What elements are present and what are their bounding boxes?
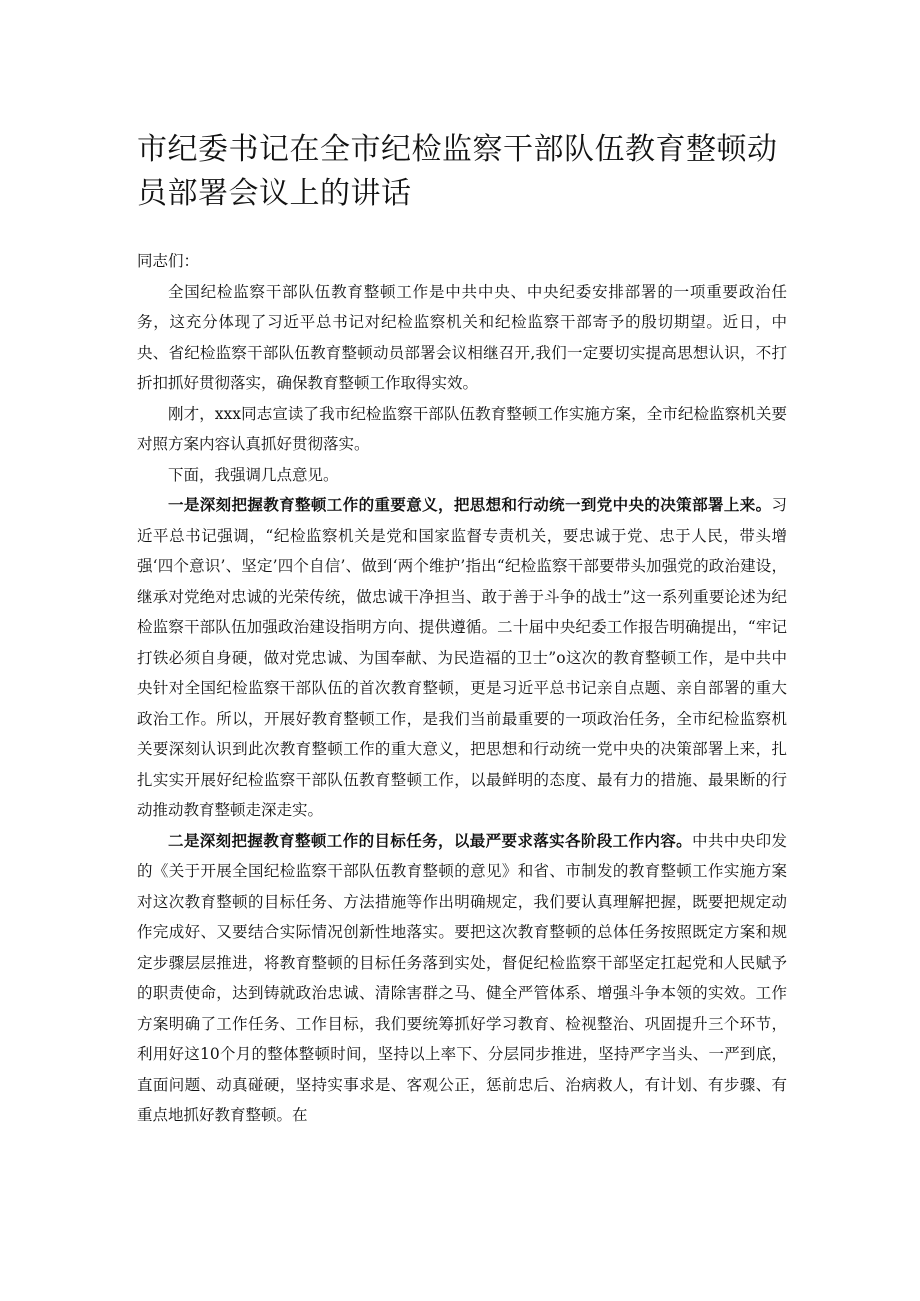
paragraph-text: 中共中央印发的《关于开展全国纪检监察干部队伍教育整顿的意见》和省、市制发的教育整顿工作实施方案对这次教育整顿的目标任务、方法措施等作出明确规定，我们要认真理解把握，既要把规定动作完成好、又要结合实际情况创新性地落实。要把这次教育整顿的总体任务按照既定方案和规定步骤层层推进，将教育整顿的目标任务落到实处，督促纪检监察干部坚定扛起党和人民赋予的职责使命，达到铸就政治忠诚、清除害群之马、健全严管体系、增强斗争本领的实效。工作方案明确了工作任务、工作目标，我们要统筹抓好学习教育、检视整治、巩固提升三个环节，利用好这10个月的整体整顿时间，坚持以上率下、分层同步推进，坚持严字当头、一严到底，直面问题、动真碰硬，坚持实事求是、客观公正，惩前忠后、治病救人，有计划、有步骤、有重点地抓好教育整顿。在: [137, 831, 787, 1124]
document-title: 市纪委书记在全市纪检监察干部队伍教育整顿动员部署会议上的讲话: [137, 132, 778, 211]
paragraph-text: 习近平总书记强调，“纪检监察机关是党和国家监督专责机关，要忠诚于党、忠于人民，带头增强‘四个意识’、坚定’四个自信’、做到‘两个维护’指出“纪检监察干部要带头加强党的政治建设，继承对党绝对忠诚的光荣传统，做忠诚干净担当、敢于善于斗争的战士”这一系列重要论述为纪检监察干部队伍加强政治建设指明方向、提供遵循。二十届中央纪委工作报告明确提出，“牢记打铁必须自身硬，做对党忠诚、为国奉献、为民造福的卫士”o这次的教育整顿工作，是中共中央针对全国纪检监察干部队伍的首次教育整顿，更是习近平总书记亲自点题、亲自部署的重大政治工作。所以，开展好教育整顿工作，是我们当前最重要的一项政治任务，全市纪检监察机关要深刻认识到此次教育整顿工作的重大意义，把思想和行动统一党中央的决策部署上来，扎扎实实开展好纪检监察干部队伍教育整顿工作，以最鲜明的态度、最有力的措施、最果断的行动推动教育整顿走深走实。: [137, 496, 787, 819]
document-page: [137, 128, 787, 1131]
paragraph-plan: [137, 399, 787, 460]
paragraph-point-one: [137, 490, 787, 826]
paragraph-lead: 一是深刻把握教育整顿工作的重要意义，把思想和行动统一到党中央的决策部署上来。: [168, 495, 772, 514]
document-body: [137, 246, 787, 1131]
paragraph-point-two: [137, 826, 787, 1131]
paragraph-lead: 二是深刻把握教育整顿工作的目标任务，以最严要求落实各阶段工作内容。: [168, 830, 693, 850]
salutation: 同志们：: [137, 252, 200, 270]
paragraph-transition: [137, 460, 787, 491]
paragraph-text: 全国纪检监察干部队伍教育整顿工作是中共中央、中央纪委安排部署的一项重要政治任务，这充分体现了习近平总书记对纪检监察机关和纪检监察干部寄予的殷切期望。近日，中央、省纪检监察干部队伍教育整顿动员部署会议相继召开,我们一定要切实提高思想认识，不打折扣抓好贯彻落实，确保教育整顿工作取得实效。: [137, 282, 787, 392]
paragraph-text: 下面，我强调几点意见。: [168, 465, 339, 484]
paragraph-text: 刚才，xxx同志宣读了我市纪检监察干部队伍教育整顿工作实施方案，全市纪检监察机关要对照方案内容认真抓好贯彻落实。: [137, 404, 787, 453]
paragraph-intro: [137, 277, 787, 399]
